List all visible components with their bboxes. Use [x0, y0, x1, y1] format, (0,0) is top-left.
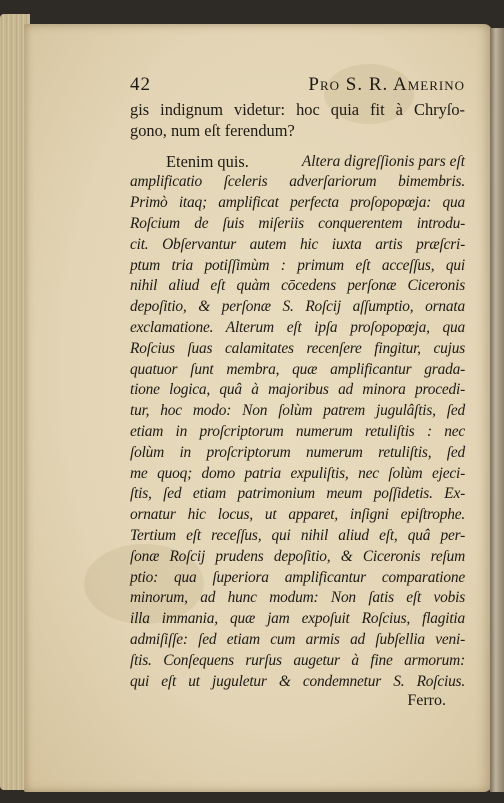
text-line: tione logica, quâ à majoribus ad minora procedi-: [130, 381, 465, 399]
running-head: [130, 74, 465, 100]
paragraph-first-line: [130, 152, 465, 173]
text-line: ornatur hic locus, ut apparet, inſigni epiſtrophe.: [130, 506, 465, 524]
text-line: ptum tria potiſſimùm : primum eſt acceſſus, qui: [130, 256, 465, 274]
text-line: admiſiſſe: ſed etiam cum armis ad ſubſellia veni-: [130, 630, 465, 648]
catchword: Ferro.: [407, 692, 446, 709]
text-line: Roſcius ſuas calamitates recenſere fingitur, cujus: [130, 339, 465, 357]
text-block: [130, 100, 465, 692]
text-line: Tertium eſt receſſus, qui nihil aliud eſt, quâ per-: [130, 526, 465, 544]
text-line: ſtis, ſed etiam patrimonium meum poſſidetis. Ex-: [130, 485, 465, 503]
page-number: 42: [130, 74, 151, 95]
text-line: minorum, ad hunc modum: Non ſatis eſt vobis: [130, 589, 465, 607]
text-line: tur, hoc modo: Non ſolùm patrem jugulâſtis, ſed: [130, 402, 465, 420]
text-line: amplificatio ſceleris adverſariorum bimembris.: [130, 173, 465, 191]
text-line: exclamatione. Alterum eſt ipſa proſopopœja, qua: [130, 318, 465, 336]
paragraph-gap: [130, 142, 465, 152]
text-line: ſolùm in proſcriptorum numerum retuliſtis, ſed: [130, 443, 465, 461]
text-line: Primò itaq; amplificat perfecta proſopopœja: qua: [130, 194, 465, 212]
text-line: etiam in proſcriptorum numerum retuliſtis : nec: [130, 422, 465, 440]
text-line: gis indignum videtur: hoc quia fit à Chryſo-: [130, 100, 465, 119]
text-line: gono, num eſt ferendum?: [130, 120, 295, 140]
text-line: nihil aliud eſt quàm cōcedens perſonæ Ciceronis: [130, 277, 465, 295]
text-line: illa immania, quæ jam expoſuit Roſcius, flagitia: [130, 610, 465, 628]
text-line: quatuor ſunt membra, quæ amplificantur grada-: [130, 360, 465, 378]
text-line: depoſitio, & perſonæ S. Roſcij aſſumptio, ornata: [130, 298, 465, 316]
text-line: Roſcium de ſuis miſeriis conquerentem introdu-: [130, 214, 465, 232]
text-line: qui eſt ut juguletur & condemnetur S. Roſcius.: [130, 672, 465, 690]
text-line: ptio: qua ſuperiora amplificantur comparatione: [130, 568, 465, 586]
text-line: ſtis. Conſequens rurſus augetur à fine armorum:: [130, 651, 465, 669]
binding-gutter: [490, 28, 504, 792]
text-line: Altera digreſſionis pars eſt: [301, 152, 465, 170]
text-line: ſonæ Roſcij prudens depoſitio, & Ciceronis reſum: [130, 547, 465, 565]
running-title: Pro S. R. Amerino: [308, 74, 465, 95]
text-line: cit. Obſervantur autem hic iuxta artis præſcri-: [130, 235, 465, 253]
paragraph-lead: Etenim quis.: [166, 151, 249, 171]
text-line: me quoq; domo patria expuliſtis, nec ſolùm ejeci-: [130, 464, 465, 482]
